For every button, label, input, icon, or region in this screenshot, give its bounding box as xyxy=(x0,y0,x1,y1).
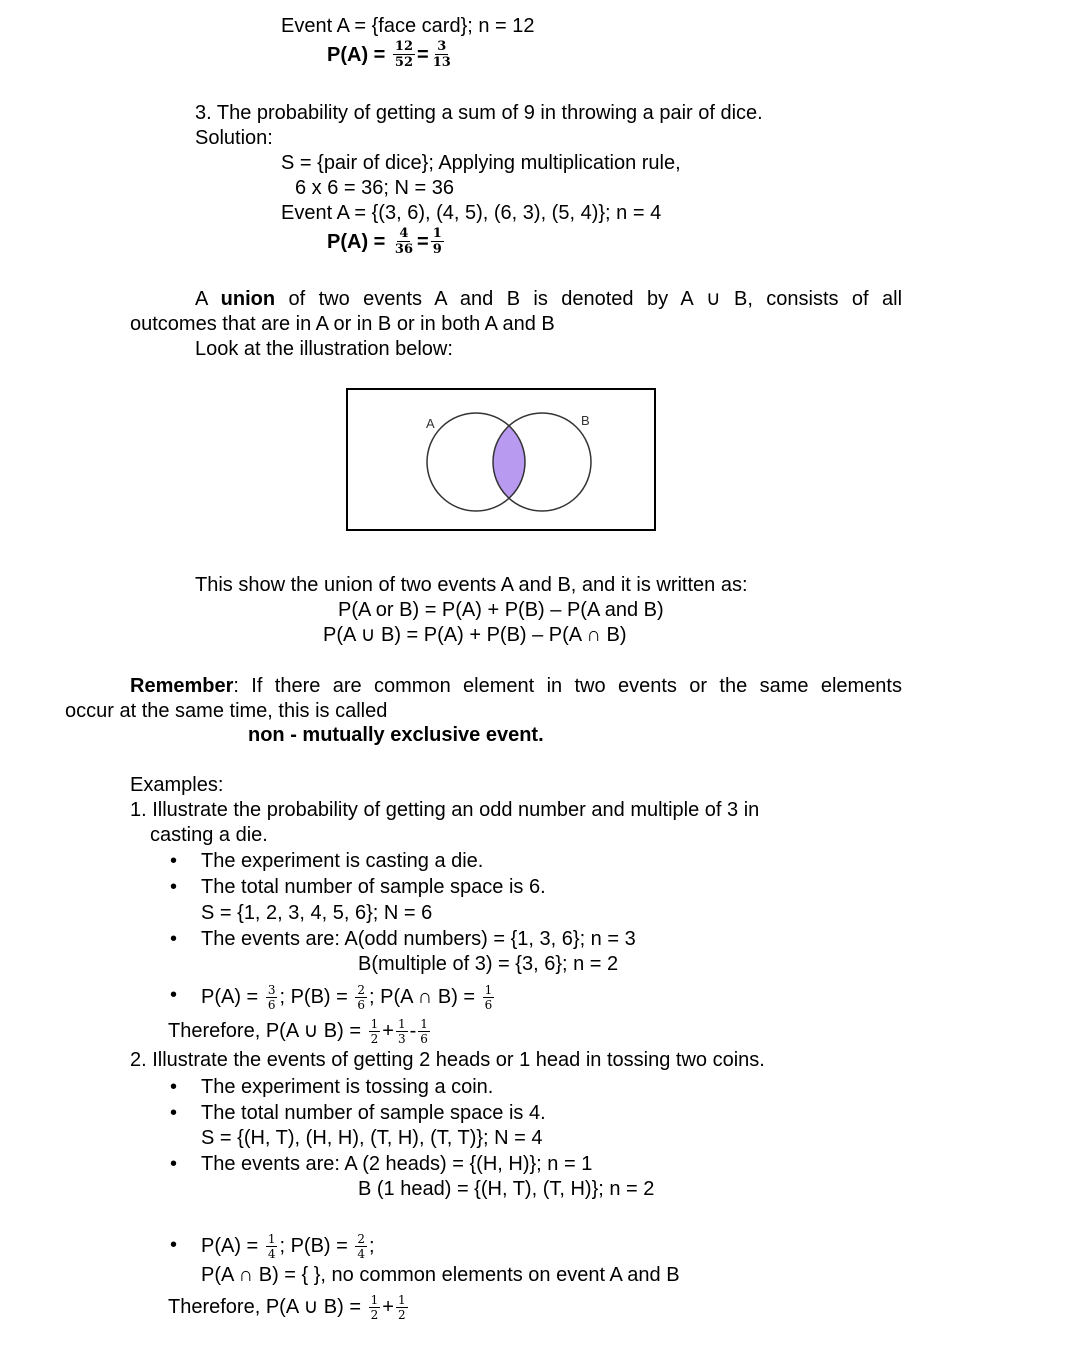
example2-therefore: Therefore, P(A ∪ B) = $\frac{1}{2}$ + $\frac{1}{2}$ xyxy=(168,1292,406,1322)
fraction: $\frac{1}{2}$ xyxy=(397,1292,406,1322)
fraction-12-52: $\frac{12}{52}$ xyxy=(394,39,413,70)
dice-probability: P(A) = $\frac{4}{36}$ = $\frac{1}{9}$ xyxy=(327,226,442,257)
example2-bullet3: The events are: A (2 heads) = {(H, H)}; n = 1 xyxy=(201,1153,593,1175)
fraction: $\frac{1}{3}$ xyxy=(397,1016,406,1046)
fraction: $\frac{1}{2}$ xyxy=(370,1016,379,1046)
bullet-icon: • xyxy=(170,1102,178,1124)
example1-bullet2: The total number of sample space is 6. xyxy=(201,876,546,898)
bullet-icon: • xyxy=(170,1076,178,1098)
union-formula-words: P(A or B) = P(A) + P(B) – P(A and B) xyxy=(338,599,664,621)
dice-problem: 3. The probability of getting a sum of 9 in throwing a pair of dice. xyxy=(195,102,763,124)
bullet-icon: • xyxy=(170,876,178,898)
fraction-3-13: $\frac{3}{13}$ xyxy=(432,39,451,70)
pa-label: P(A) = xyxy=(327,230,386,253)
bullet-icon: • xyxy=(170,928,178,950)
label-b: B xyxy=(581,413,590,428)
fraction: $\frac{1}{4}$ xyxy=(267,1231,276,1261)
example1-probabilities: P(A) = $\frac{3}{6}$ ; P(B) = $\frac{2}{6}$ ; P(A ∩ B) = $\frac{1}{6}$ xyxy=(201,982,493,1012)
bullet-icon: • xyxy=(170,1153,178,1175)
fraction: $\frac{3}{6}$ xyxy=(267,982,276,1012)
dice-sample-line: S = {pair of dice}; Applying multiplication rule, xyxy=(281,152,681,174)
union-definition-line1: A union of two events A and B is denoted by A ∪ B, consists of all xyxy=(195,288,903,310)
bullet-icon: • xyxy=(170,850,178,872)
fraction: $\frac{1}{6}$ xyxy=(484,982,493,1012)
dice-event-line: Event A = {(3, 6), (4, 5), (6, 3), (5, 4)}; n = 4 xyxy=(281,202,662,224)
remember-line1: Remember: If there are common element in two events or the same elements xyxy=(130,675,902,697)
bullet-icon: • xyxy=(170,1234,178,1256)
example2-title: 2. Illustrate the events of getting 2 heads or 1 head in tossing two coins. xyxy=(130,1049,765,1071)
union-definition-line2: outcomes that are in A or in B or in both A and B xyxy=(130,313,555,335)
example1-title-cont: casting a die. xyxy=(150,824,268,846)
example1-bullet1: The experiment is casting a die. xyxy=(201,850,484,872)
example1-therefore: Therefore, P(A ∪ B) = $\frac{1}{2}$ + $\frac{1}{3}$ - $\frac{1}{6}$ xyxy=(168,1016,428,1046)
look-below: Look at the illustration below: xyxy=(195,338,453,360)
venn-diagram xyxy=(346,388,656,531)
fraction-4-36: $\frac{4}{36}$ xyxy=(394,226,413,257)
fraction: $\frac{1}{2}$ xyxy=(370,1292,379,1322)
label-a: A xyxy=(426,416,435,431)
examples-heading: Examples: xyxy=(130,774,224,796)
non-mutually-exclusive-term: non - mutually exclusive event. xyxy=(248,724,544,746)
fraction: $\frac{2}{6}$ xyxy=(357,982,366,1012)
example1-bullet3: The events are: A(odd numbers) = {1, 3, 6}; n = 3 xyxy=(201,928,636,950)
example1-title: 1. Illustrate the probability of getting an odd number and multiple of 3 in xyxy=(130,799,760,821)
pa-label: P(A) = xyxy=(327,43,386,66)
union-formula-symbols: P(A ∪ B) = P(A) + P(B) – P(A ∩ B) xyxy=(323,624,627,646)
face-card-probability: P(A) = $\frac{12}{52}$ = $\frac{3}{13}$ xyxy=(327,39,451,70)
example1-event-b: B(multiple of 3) = {3, 6}; n = 2 xyxy=(358,953,619,975)
dice-mult-line: 6 x 6 = 36; N = 36 xyxy=(295,177,454,199)
example2-sample-space: S = {(H, T), (H, H), (T, H), (T, T)}; N = 4 xyxy=(201,1127,543,1149)
example2-bullet2: The total number of sample space is 4. xyxy=(201,1102,546,1124)
example2-event-b: B (1 head) = {(H, T), (T, H)}; n = 2 xyxy=(358,1178,655,1200)
solution-label: Solution: xyxy=(195,127,273,149)
remember-line2: occur at the same time, this is called xyxy=(65,700,388,722)
fraction-1-9: $\frac{1}{9}$ xyxy=(432,226,442,257)
example2-bullet1: The experiment is tossing a coin. xyxy=(201,1076,494,1098)
bullet-icon: • xyxy=(170,984,178,1006)
example1-sample-space: S = {1, 2, 3, 4, 5, 6}; N = 6 xyxy=(201,902,433,924)
fraction: $\frac{1}{6}$ xyxy=(420,1016,428,1046)
union-intro: This show the union of two events A and B, and it is written as: xyxy=(195,574,748,596)
fraction: $\frac{2}{4}$ xyxy=(357,1231,366,1261)
example2-intersection: P(A ∩ B) = { }, no common elements on event A and B xyxy=(201,1264,680,1286)
example2-probabilities: P(A) = $\frac{1}{4}$ ; P(B) = $\frac{2}{4}$ ; xyxy=(201,1231,375,1261)
face-card-event-line: Event A = {face card}; n = 12 xyxy=(281,15,535,37)
